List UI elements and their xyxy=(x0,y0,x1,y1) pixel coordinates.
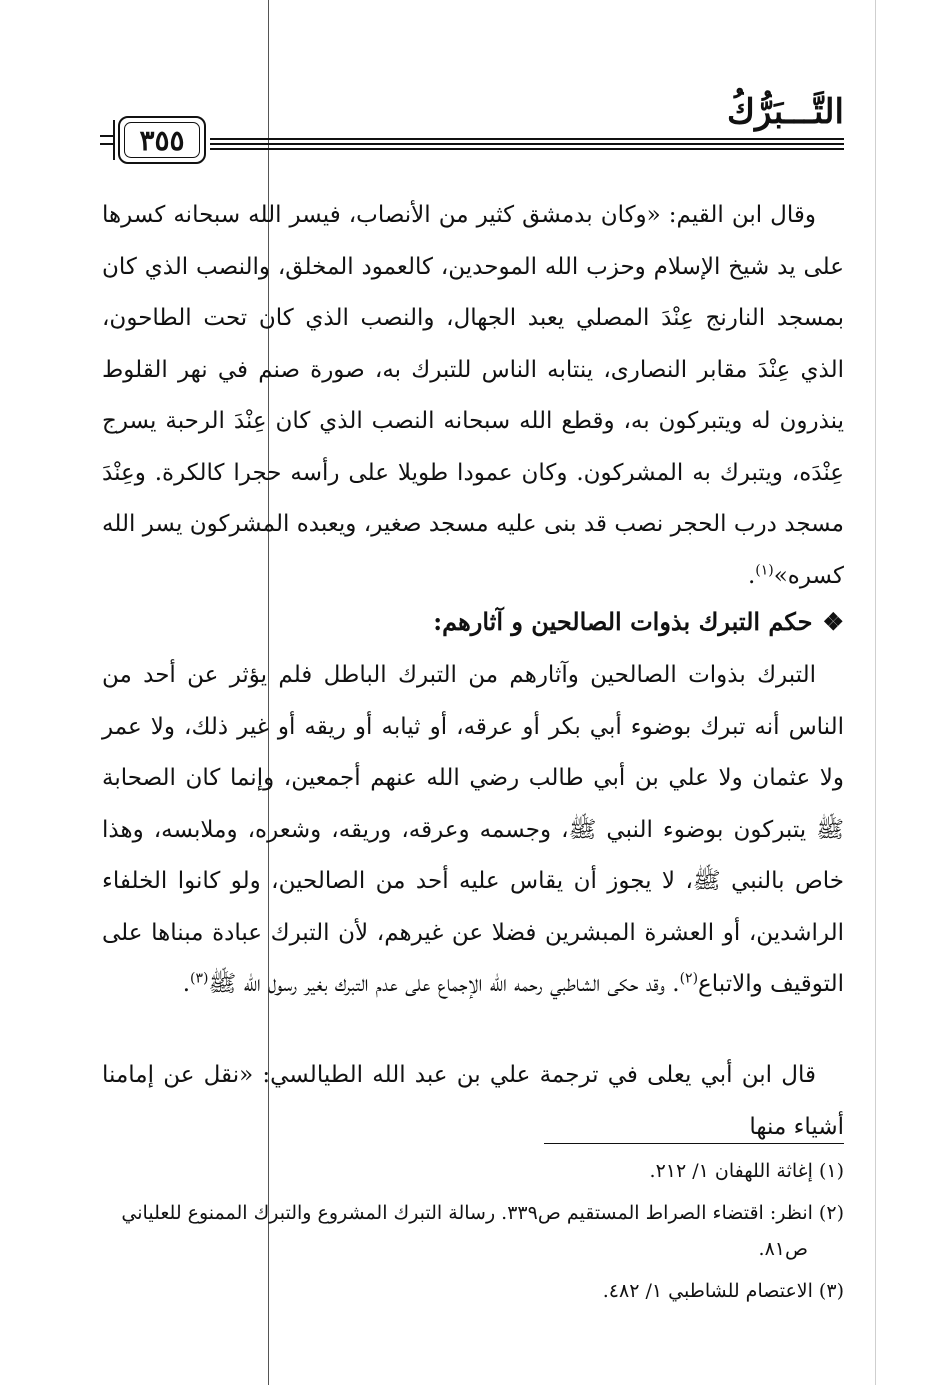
footnote-1 xyxy=(102,1153,844,1189)
header-ornament xyxy=(113,120,115,160)
footnote-separator xyxy=(544,1143,844,1144)
header-ornament xyxy=(100,135,114,145)
footnote-continuation: ص٨١. xyxy=(758,1238,808,1260)
section-heading xyxy=(102,602,844,642)
page-number: ٣٥٥ xyxy=(124,122,200,158)
scan-artifact-line xyxy=(875,0,876,1385)
section-heading-text: حكم التبرك بذوات الصالحين و آثارهم: xyxy=(433,607,813,636)
footnote-ref-3[interactable]: (٣) xyxy=(190,970,209,987)
diamond-bullet-icon: ❖ xyxy=(822,607,844,636)
footnote-3 xyxy=(102,1273,844,1309)
header-rule xyxy=(210,148,844,150)
paragraph-ibn-alqayyim-quote xyxy=(102,190,844,602)
footnote-ref-2[interactable]: (٢) xyxy=(679,970,699,987)
paragraph-ruling xyxy=(102,650,844,1011)
paragraph-end: . xyxy=(182,971,191,997)
footnote-text: (٢) انظر: اقتضاء الصراط المستقيم ص٣٣٩. رسالة التبرك المشروع والتبرك الممنوع للعلياني xyxy=(121,1202,844,1224)
footnote-2 xyxy=(102,1195,844,1267)
paragraph-text: التبرك بذوات الصالحين وآثارهم من التبرك الباطل فلم يؤثر عن أحد من الناس أنه تبرك بوضوء أبي بكر أو عرقه، أو ثيابه أو ريقه أو غير ذلك، ولا عمر ولا عثمان ولا علي بن أبي طالب رضي الله عنهم أجمعين، وإنما كان الصحابة ﷺ يتبركون بوضوء النبي ﷺ، وجسمه وعرقه، وريقه، وشعره، وملابسه، وهذا خاص بالنبي ﷺ، لا يجوز أن يقاس عليه أحد من الصالحين، ولو كانوا الخلفاء الراشدين، أو العشرة المبشرين فضلا عن غيرهم، لأن التبرك عبادة مبناها على التوقيف والاتباع xyxy=(102,662,844,997)
paragraph-text: . وقد حكى الشاطبي رحمه الله الإجماع على عدم التبرك بغير رسول الله ﷺ xyxy=(208,971,680,997)
paragraph-text: وقال ابن القيم: «وكان بدمشق كثير من الأنصاب، فيسر الله سبحانه كسرها على يد شيخ الإسلام وحزب الله الموحدين، كالعمود المخلق، والنصب الذي كان بمسجد النارنج عِنْدَ المصلي يعبد الجهال، والنصب الذي كان تحت الطاحون، الذي عِنْدَ مقابر النصارى، ينتابه الناس للتبرك به، صورة صنم في نهر القلوط ينذرون له ويتبركون به، وقطع الله سبحانه النصب الذي كان عِنْدَ الرحبة يسرج عِنْدَه، ويتبرك به المشركون. وكان عمودا طويلا على رأسه حجرا كالكرة. وعِنْدَ مسجد درب الحجر نصب قد بنى عليه مسجد صغير، ويعبده المشركون يسر الله كسره» xyxy=(102,202,844,589)
running-title: التَّـــبَرُّكُ xyxy=(727,92,844,132)
header-rule xyxy=(210,138,844,140)
paragraph-end: . xyxy=(747,562,756,589)
page-number-frame xyxy=(118,116,206,164)
paragraph-text: قال ابن أبي يعلى في ترجمة علي بن عبد الله الطيالسي: «نقل عن إمامنا أشياء منها xyxy=(102,1062,844,1140)
header-rule xyxy=(210,143,844,145)
paragraph-ibn-abi-yala xyxy=(102,1050,844,1153)
footnote-text: (٣) الاعتصام للشاطبي ١/ ٤٨٢. xyxy=(602,1280,844,1302)
footnotes xyxy=(102,1153,844,1315)
footnote-ref-1[interactable]: (١) xyxy=(755,561,774,578)
footnote-text: (١) إغاثة اللهفان ١/ ٢١٢. xyxy=(649,1160,844,1182)
